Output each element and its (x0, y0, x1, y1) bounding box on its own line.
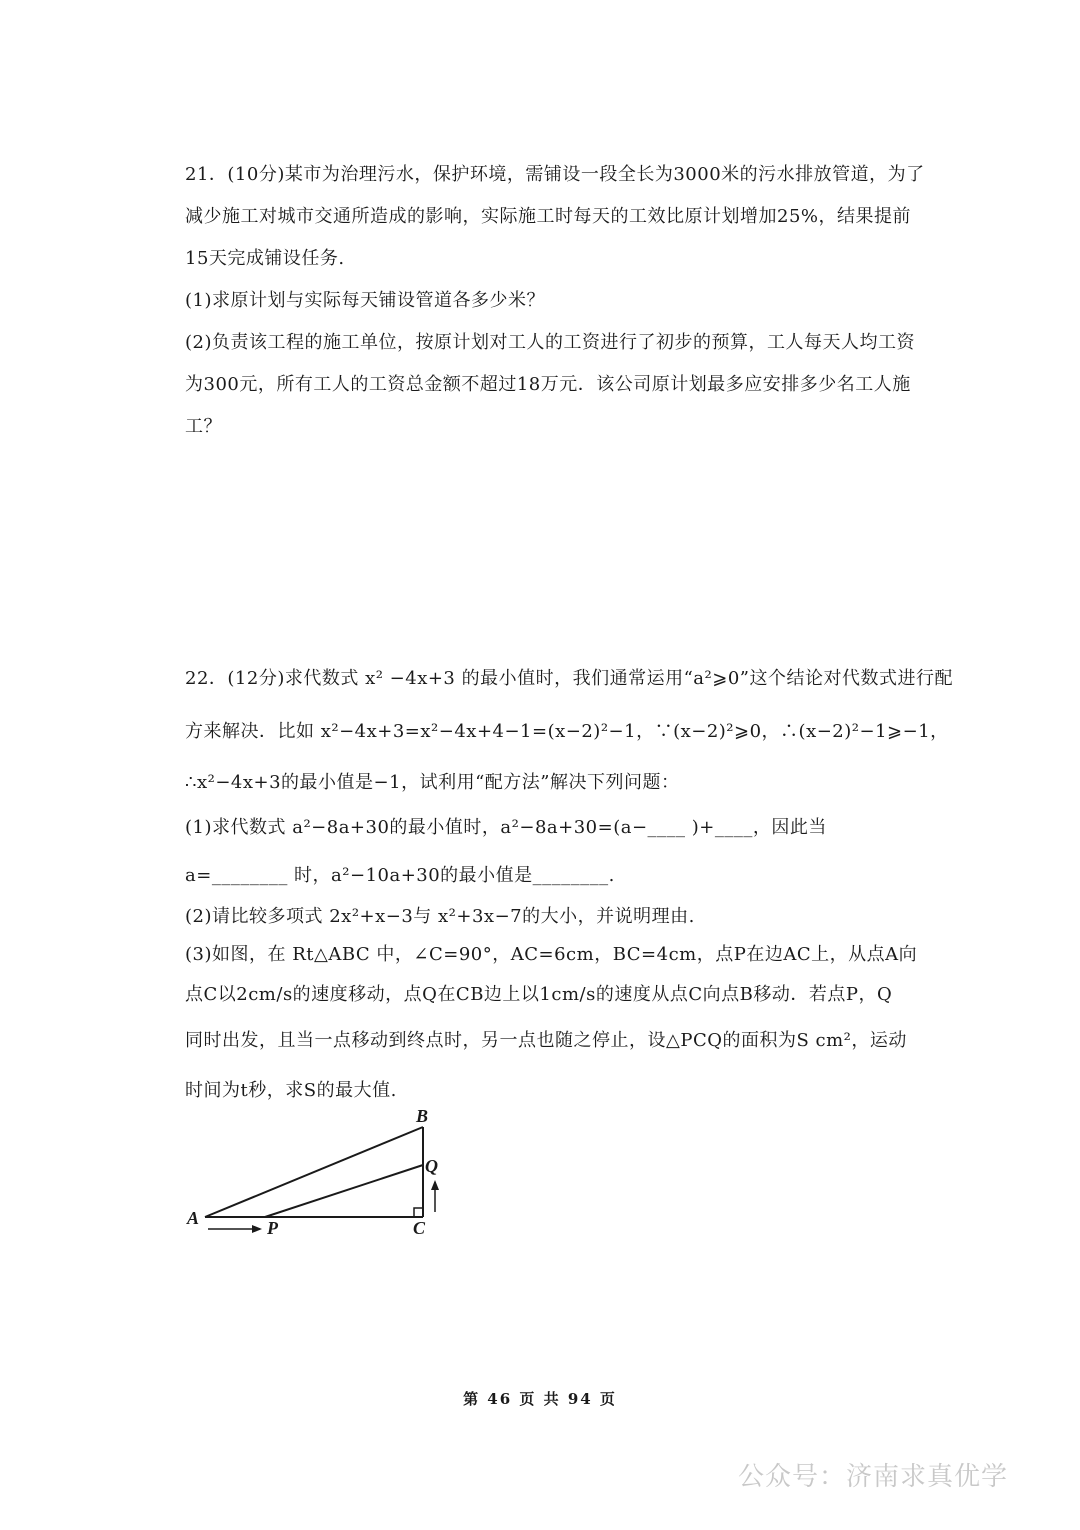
q21-part-2-line-2: 为300元，所有工人的工资总金额不超过18万元．该公司原计划最多应安排多少名工人施 (185, 374, 911, 395)
page-number: 第 46 页 共 94 页 (463, 1390, 617, 1408)
q21-line-2: 减少施工对城市交通所造成的影响，实际施工时每天的工效比原计划增加25%，结果提前 (185, 206, 912, 227)
q22-part-3-line-4: 时间为t秒，求S的最大值. (185, 1080, 397, 1101)
q22-part-3-line-3: 同时出发，且当一点移动到终点时，另一点也随之停止，设△PCQ的面积为S cm²，运动 (185, 1030, 907, 1051)
q22-part-1-line-2: a=________ 时，a²−10a+30的最小值是________. (185, 865, 615, 886)
q21-line-1: 21．(10分)某市为治理污水，保护环境，需铺设一段全长为3000米的污水排放管道，为了 (185, 164, 925, 185)
arrow-cq-head (431, 1180, 439, 1190)
label-p: P (267, 1218, 278, 1238)
q22-line-1: 22．(12分)求代数式 x² −4x+3 的最小值时，我们通常运用“a²⩾0”这个结论对代数式进行配 (185, 668, 953, 689)
q21-part-1: (1)求原计划与实际每天铺设管道各多少米？ (185, 290, 545, 311)
q22-part-1-line-1: (1)求代数式 a²−8a+30的最小值时，a²−8a+30=(a−____ )+____，因此当 (185, 817, 827, 838)
q22-line-2: 方来解决．比如 x²−4x+3=x²−4x+4−1=(x−2)²−1，∵(x−2)²⩾0，∴(x−2)²−1⩾−1， (185, 721, 949, 742)
label-a: A (187, 1208, 200, 1228)
segment-ab (205, 1127, 423, 1217)
q22-part-3-line-1: (3)如图，在 Rt△ABC 中，∠C=90°，AC=6cm，BC=4cm，点P在边AC上，从点A向 (185, 944, 918, 965)
q22-line-3: ∴x²−4x+3的最小值是−1，试利用“配方法”解决下列问题： (185, 772, 680, 793)
q21-line-3: 15天完成铺设任务. (185, 248, 345, 269)
arrow-ap-head (252, 1225, 262, 1233)
label-q: Q (425, 1156, 438, 1176)
q21-part-2-line-3: 工？ (185, 416, 222, 437)
label-c: C (413, 1218, 426, 1238)
triangle-figure (180, 1100, 460, 1245)
right-angle-mark (414, 1208, 423, 1217)
watermark: 公众号：济南求真优学 (738, 1462, 1009, 1492)
q22-part-3-line-2: 点C以2cm/s的速度移动，点Q在CB边上以1cm/s的速度从点C向点B移动．若点P，Q (185, 984, 893, 1005)
segment-pq (265, 1165, 423, 1217)
label-b: B (416, 1106, 429, 1126)
q21-part-2-line-1: (2)负责该工程的施工单位，按原计划对工人的工资进行了初步的预算，工人每天人均工资 (185, 332, 915, 353)
q22-part-2: (2)请比较多项式 2x²+x−3与 x²+3x−7的大小，并说明理由. (185, 906, 695, 927)
